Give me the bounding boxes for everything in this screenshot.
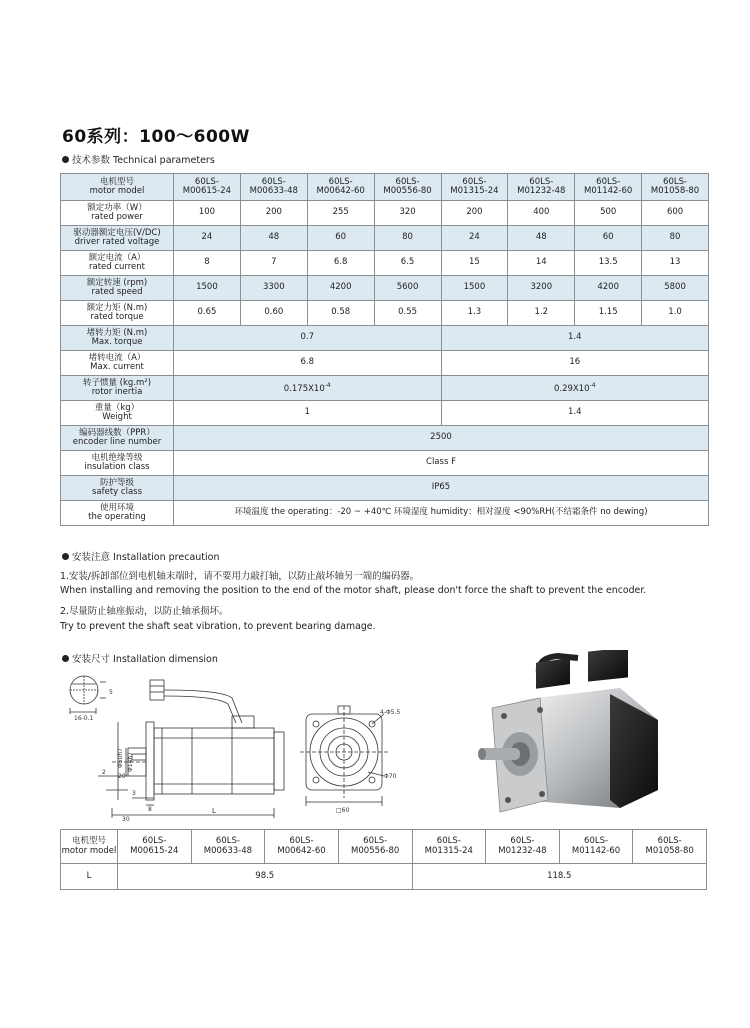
spec-value: 4200 — [307, 276, 374, 301]
model-cell — [191, 830, 265, 864]
model-cell — [265, 830, 339, 864]
model-cell — [174, 174, 241, 201]
spec-value: 14 — [508, 251, 575, 276]
row-label-en: rotor inertia — [91, 387, 143, 397]
row-label — [61, 376, 174, 401]
row-label: L — [61, 864, 118, 890]
model-cell — [240, 174, 307, 201]
row-label-cn: 电机绝缘等级 — [91, 452, 143, 463]
dim-len-20: 20 — [118, 773, 126, 780]
model-cell — [508, 174, 575, 201]
row-label-en: the operating — [88, 512, 146, 522]
row-label-cn: 防护等级 — [99, 477, 134, 488]
row-label-cn: 额定力矩 (N.m) — [86, 302, 148, 313]
spec-value: 48 — [240, 226, 307, 251]
inertia-exponent: -4 — [589, 382, 596, 390]
spec-value-right — [441, 376, 709, 401]
model-code: M00633-48 — [249, 186, 298, 196]
spec-row — [61, 326, 709, 351]
spec-value: 3300 — [240, 276, 307, 301]
spec-value: 255 — [307, 201, 374, 226]
precaution-line-4: Try to prevent the shaft seat vibration, to prevent bearing damage. — [60, 621, 376, 632]
row-label — [61, 226, 174, 251]
spec-value: 48 — [508, 226, 575, 251]
model-prefix: 60LS- — [462, 176, 487, 187]
model-prefix: 60LS- — [215, 836, 240, 846]
row-label-en: Max. current — [90, 362, 144, 372]
row-label-cn: 额定转速 (rpm) — [86, 277, 148, 288]
row-label — [61, 201, 174, 226]
dim-len-L: L — [212, 807, 216, 815]
dim-dia-50: Φ50h7 — [117, 748, 124, 768]
spec-value: 24 — [441, 226, 508, 251]
row-label — [61, 451, 174, 476]
spec-row — [61, 226, 709, 251]
spec-row — [61, 301, 709, 326]
spec-row — [61, 401, 709, 426]
spec-value: 320 — [374, 201, 441, 226]
precaution-line-1: 1.安装/拆卸部位到电机轴末端时，请不要用力敲打轴，以防止敲坏轴另一端的编码器。 — [60, 571, 419, 582]
model-cell — [118, 830, 192, 864]
spec-value: 0.60 — [240, 301, 307, 326]
page-title: 60系列：100～600W — [62, 127, 250, 147]
spec-value: 600 — [642, 201, 709, 226]
spec-value: 3200 — [508, 276, 575, 301]
spec-header-row — [61, 174, 709, 201]
spec-value-full: 环境温度 the operating：-20 ~ +40℃ 环境湿度 humidity：相对湿度 <90%RH(不结霜条件 no dewing) — [174, 501, 709, 526]
precaution-line-3: 2.尽量防止轴座振动，以防止轴承损坏。 — [60, 606, 229, 617]
row-label — [61, 501, 174, 526]
spec-row — [61, 251, 709, 276]
spec-value: 0.65 — [174, 301, 241, 326]
model-code: M00642-60 — [316, 186, 365, 196]
spec-value: 0.55 — [374, 301, 441, 326]
model-prefix: 60LS- — [289, 836, 314, 846]
model-cell — [559, 830, 633, 864]
row-label-cn: 驱动器额定电压(V/DC) — [73, 227, 161, 238]
spec-value: 24 — [174, 226, 241, 251]
model-prefix: 60LS- — [663, 176, 688, 187]
model-prefix: 60LS- — [328, 176, 353, 187]
dim-shaft-flat: 16-0.1 — [74, 715, 94, 722]
row-label — [61, 174, 174, 201]
spec-value: 60 — [307, 226, 374, 251]
dim-key-width: 5 — [109, 689, 113, 696]
model-code: M01058-80 — [650, 186, 700, 196]
model-cell — [642, 174, 709, 201]
spec-value: 13.5 — [575, 251, 642, 276]
dim-header-row — [61, 830, 707, 864]
row-label-cn: 电机型号 — [71, 836, 106, 846]
precaution-header: 安装注意 Installation precaution — [62, 549, 220, 563]
model-prefix: 60LS- — [261, 176, 286, 187]
spec-value: 8 — [174, 251, 241, 276]
row-label-en: insulation class — [84, 462, 150, 472]
inertia-base: 0.175X10 — [283, 384, 325, 395]
dim-len-30: 30 — [122, 816, 130, 823]
model-code: M01315-24 — [424, 845, 473, 856]
spec-row — [61, 501, 709, 526]
row-label-en: rated torque — [90, 312, 144, 322]
spec-value: 1.2 — [508, 301, 575, 326]
spec-table — [60, 173, 709, 526]
model-prefix: 60LS- — [436, 836, 461, 846]
model-prefix: 60LS- — [363, 836, 388, 846]
spec-row — [61, 201, 709, 226]
model-code: M01058-80 — [645, 845, 694, 856]
row-label-en: motor model — [89, 186, 145, 196]
row-label-en: safety class — [91, 487, 143, 497]
spec-row — [61, 276, 709, 301]
model-cell — [575, 174, 642, 201]
row-label-cn: 额定功率（W） — [87, 202, 147, 213]
spec-value: 100 — [174, 201, 241, 226]
tech-params-header: 技术参数 Technical parameters — [62, 152, 215, 166]
row-label — [61, 351, 174, 376]
dim-len-8: 8 — [148, 806, 152, 813]
row-label-en: motor model — [61, 845, 117, 856]
model-cell — [338, 830, 412, 864]
row-label-en: rated speed — [91, 287, 143, 297]
spec-value-right: 1.4 — [441, 326, 709, 351]
front-view-drawing — [298, 702, 418, 817]
bullet-icon — [62, 156, 69, 163]
spec-value: 80 — [642, 226, 709, 251]
spec-row — [61, 476, 709, 501]
row-label-en: Max. torque — [91, 337, 143, 347]
row-label-cn: 使用环境 — [99, 502, 134, 513]
row-label-cn: 堵转电流（A） — [88, 352, 146, 363]
spec-value: 7 — [240, 251, 307, 276]
spec-value: 1.15 — [575, 301, 642, 326]
model-cell — [307, 174, 374, 201]
row-label-cn: 电机型号 — [99, 176, 134, 187]
spec-value: 500 — [575, 201, 642, 226]
row-label-en: Weight — [102, 412, 132, 422]
spec-value: 200 — [441, 201, 508, 226]
spec-value: 400 — [508, 201, 575, 226]
model-code: M00615-24 — [130, 845, 179, 856]
model-cell — [633, 830, 707, 864]
spec-row — [61, 376, 709, 401]
spec-value-full: Class F — [174, 451, 709, 476]
spec-value-left — [174, 376, 442, 401]
row-label — [61, 251, 174, 276]
spec-value: 6.5 — [374, 251, 441, 276]
model-prefix: 60LS- — [510, 836, 535, 846]
dim-value-left: 98.5 — [118, 864, 413, 890]
spec-value: 15 — [441, 251, 508, 276]
bullet-icon — [62, 655, 69, 662]
model-prefix: 60LS- — [395, 176, 420, 187]
spec-value: 200 — [240, 201, 307, 226]
dim-row — [61, 864, 707, 890]
model-prefix: 60LS- — [596, 176, 621, 187]
spec-value: 1.3 — [441, 301, 508, 326]
spec-value: 4200 — [575, 276, 642, 301]
model-cell — [486, 830, 560, 864]
model-code: M01315-24 — [450, 186, 499, 196]
row-label — [61, 276, 174, 301]
spec-value-left: 0.7 — [174, 326, 442, 351]
bullet-icon — [62, 553, 69, 560]
spec-value: 13 — [642, 251, 709, 276]
spec-value: 60 — [575, 226, 642, 251]
model-prefix: 60LS- — [194, 176, 219, 187]
spec-value: 5800 — [642, 276, 709, 301]
inertia-exponent: -4 — [324, 382, 331, 390]
model-cell — [374, 174, 441, 201]
dim-pcd: Φ70 — [384, 773, 397, 780]
model-prefix: 60LS- — [584, 836, 609, 846]
spec-value-right: 1.4 — [441, 401, 709, 426]
row-label-cn: 重量（kg） — [94, 402, 140, 413]
spec-value: 1.0 — [642, 301, 709, 326]
spec-value-left: 1 — [174, 401, 442, 426]
spec-row — [61, 351, 709, 376]
model-code: M00633-48 — [203, 845, 253, 856]
spec-value: 80 — [374, 226, 441, 251]
spec-value-full: 2500 — [174, 426, 709, 451]
precaution-line-2: When installing and removing the position to the end of the motor shaft, please don't force the shaft to prevent the encoder. — [60, 585, 647, 596]
model-code: M01142-60 — [571, 845, 621, 856]
row-label-en: driver rated voltage — [74, 237, 160, 247]
model-code: M00615-24 — [182, 186, 232, 196]
row-label-cn: 转子惯量 (kg.m²) — [82, 377, 152, 388]
spec-value: 1500 — [174, 276, 241, 301]
spec-value-right: 16 — [441, 351, 709, 376]
spec-value: 1500 — [441, 276, 508, 301]
row-label — [61, 426, 174, 451]
spec-value-full: IP65 — [174, 476, 709, 501]
row-label — [61, 830, 118, 864]
spec-row — [61, 426, 709, 451]
model-code: M00556-80 — [351, 845, 400, 856]
dim-len-3: 3 — [132, 790, 136, 797]
spec-row — [61, 451, 709, 476]
dimension-header: 安装尺寸 Installation dimension — [62, 651, 218, 665]
model-prefix: 60LS- — [142, 836, 167, 846]
row-label — [61, 401, 174, 426]
model-prefix: 60LS- — [657, 836, 682, 846]
row-label-en: encoder line number — [72, 437, 162, 447]
spec-value-left: 6.8 — [174, 351, 442, 376]
row-label-cn: 编码器线数（PPR） — [79, 427, 155, 438]
row-label — [61, 301, 174, 326]
model-code: M01142-60 — [584, 186, 633, 196]
dim-value-right: 118.5 — [412, 864, 707, 890]
model-cell — [412, 830, 486, 864]
row-label-cn: 堵转力矩 (N.m) — [86, 327, 148, 338]
dim-dia-14: Φ14h7 — [127, 752, 134, 772]
inertia-base: 0.29X10 — [553, 384, 590, 395]
side-view-drawing — [62, 668, 292, 823]
dimension-table — [60, 829, 707, 890]
row-label-cn: 额定电流（A） — [88, 252, 146, 263]
row-label — [61, 476, 174, 501]
model-code: M01232-48 — [517, 186, 566, 196]
model-code: M00556-80 — [383, 186, 432, 196]
dim-holes: 4-Φ5.5 — [380, 709, 401, 716]
model-cell — [441, 174, 508, 201]
row-label-en: rated power — [91, 212, 143, 222]
model-code: M01232-48 — [498, 845, 547, 856]
spec-value: 0.58 — [307, 301, 374, 326]
model-prefix: 60LS- — [529, 176, 554, 187]
spec-value: 6.8 — [307, 251, 374, 276]
row-label — [61, 326, 174, 351]
spec-value: 5600 — [374, 276, 441, 301]
row-label-en: rated current — [88, 262, 146, 272]
dim-square: □60 — [336, 807, 350, 814]
motor-photo — [470, 650, 670, 820]
model-code: M00642-60 — [277, 845, 326, 856]
dim-len-2: 2 — [102, 769, 106, 776]
